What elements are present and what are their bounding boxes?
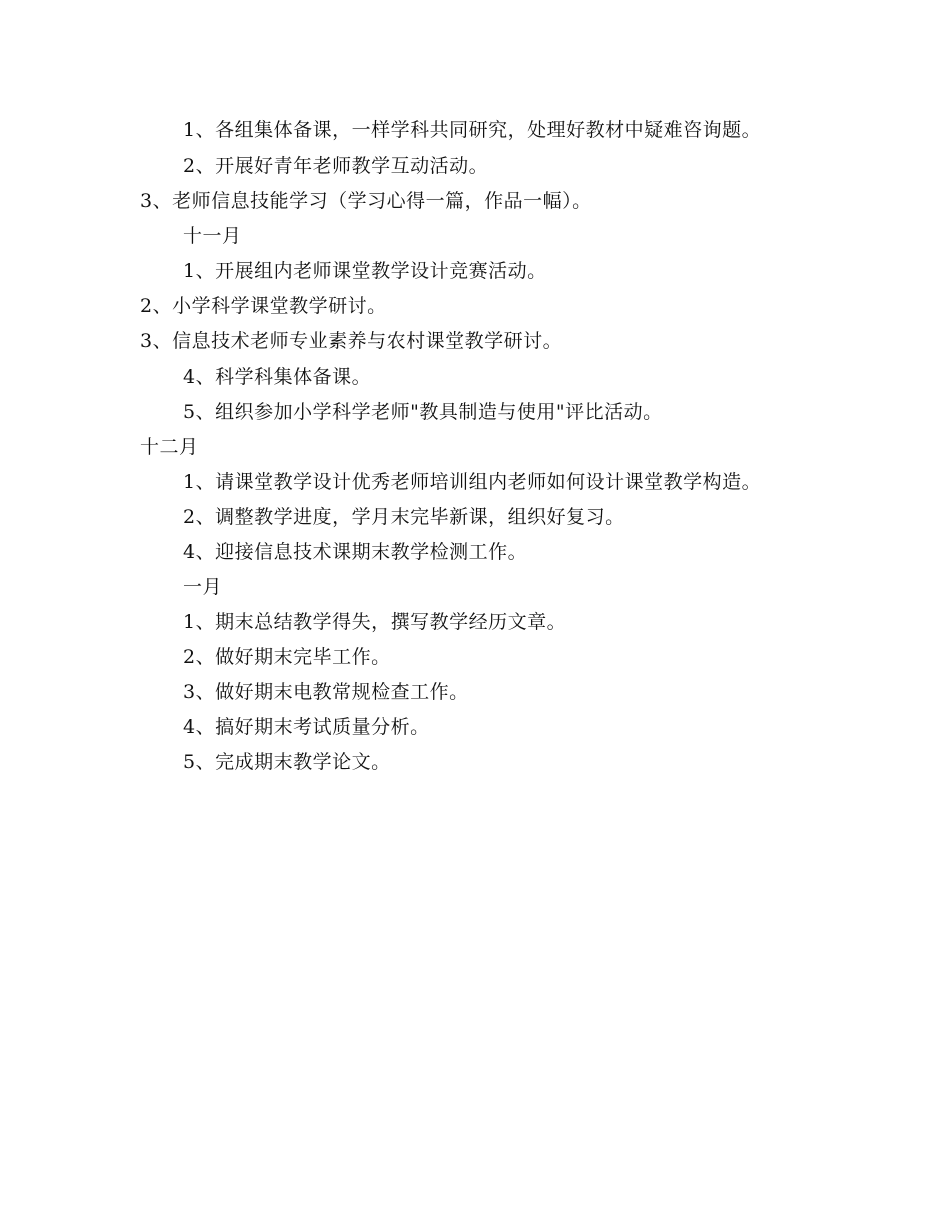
paragraph-line: 1、请课堂教学设计优秀老师培训组内老师如何设计课堂教学构造。 xyxy=(183,471,762,493)
paragraph-line: 3、做好期末电教常规检查工作。 xyxy=(183,681,469,703)
paragraph-line: 5、完成期末教学论文。 xyxy=(183,751,391,773)
paragraph-line: 4、科学科集体备课。 xyxy=(183,366,372,388)
paragraph-line: 1、开展组内老师课堂教学设计竞赛活动。 xyxy=(183,260,547,282)
paragraph-line: 4、迎接信息技术课期末教学检测工作。 xyxy=(183,541,528,563)
paragraph-line: 2、小学科学课堂教学研讨。 xyxy=(140,295,387,317)
paragraph-line: 4、搞好期末考试质量分析。 xyxy=(183,716,430,738)
section-heading-november: 十一月 xyxy=(183,225,242,247)
paragraph-line: 2、做好期末完毕工作。 xyxy=(183,646,391,668)
paragraph-line: 3、老师信息技能学习（学习心得一篇，作品一幅）。 xyxy=(140,190,592,212)
section-heading-january: 一月 xyxy=(183,576,223,598)
paragraph-line: 3、信息技术老师专业素养与农村课堂教学研讨。 xyxy=(140,330,563,352)
paragraph-line: 1、各组集体备课，一样学科共同研究，处理好教材中疑难咨询题。 xyxy=(183,119,762,141)
paragraph-line: 2、调整教学进度，学月末完毕新课，组织好复习。 xyxy=(183,506,625,528)
paragraph-line: 5、组织参加小学科学老师"教具制造与使用"评比活动。 xyxy=(183,401,663,423)
paragraph-line: 1、期末总结教学得失，撰写教学经历文章。 xyxy=(183,611,567,633)
section-heading-december: 十二月 xyxy=(140,436,199,458)
paragraph-line: 2、开展好青年老师教学互动活动。 xyxy=(183,155,489,177)
